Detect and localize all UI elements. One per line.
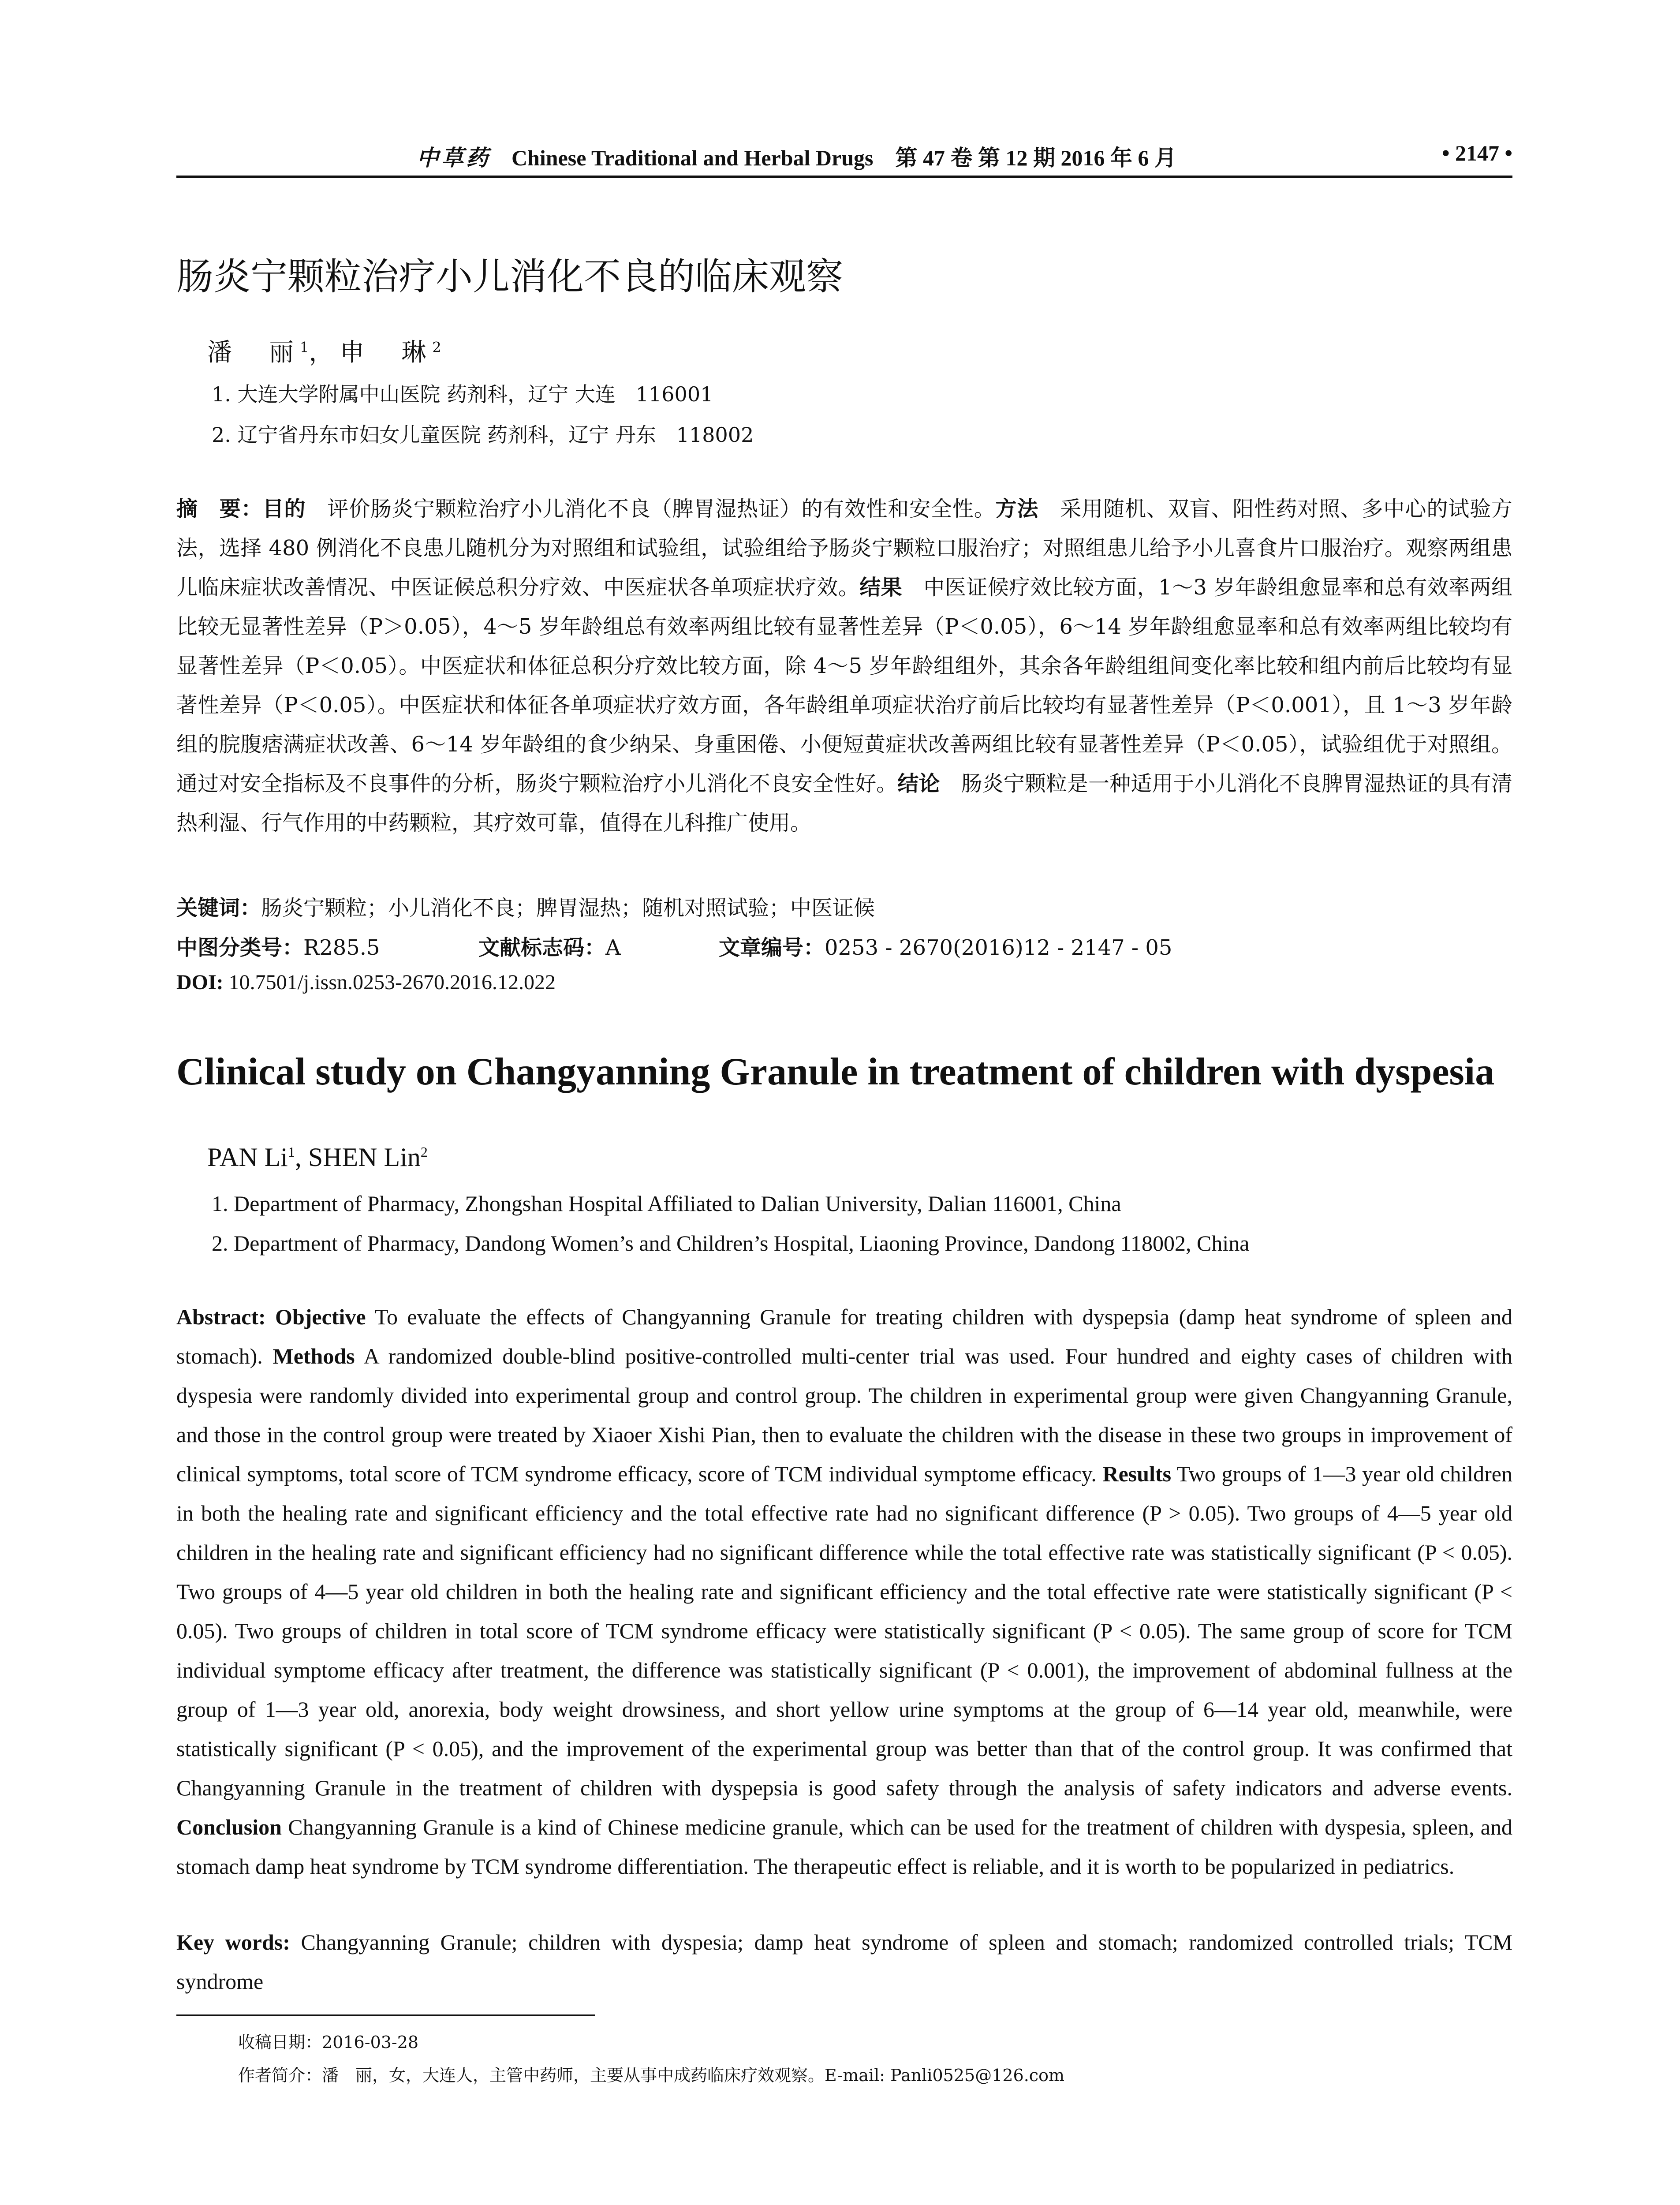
- cn-author-2-sup: 2: [432, 339, 441, 356]
- cn-conclusion: 肠炎宁颗粒是一种适用于小儿消化不良脾胃湿热证的具有清热利湿、行气作用的中药颗粒，其疗效可靠，值得在儿科推广使用。: [176, 771, 1512, 835]
- header-rule: [176, 176, 1512, 178]
- article-no-label: 文章编号：: [719, 935, 825, 960]
- author-info-text: 潘 丽，女，大连人，主管中药师，主要从事中成药临床疗效观察。E-mail: Panli0525@126.com: [322, 2066, 1064, 2085]
- en-abstract: [176, 1297, 1512, 1886]
- clc-label: 中图分类号：: [176, 935, 304, 960]
- en-results: Two groups of 1—3 year old children in both the healing rate and significant efficiency and the total effective rate had no significant difference (P > 0.05). Two groups of 4—5 year old children in the healing rate and significant efficiency had no significant difference while the total effective rate was statistically significant (P < 0.05). Two groups of 4—5 year old children in both the healing rate and significant efficiency and the total effective rate were statistically significant (P < 0.05). Two groups of children in total score of TCM syndrome efficacy were statistically significant (P < 0.05). The same group of score for TCM individual symptome efficacy after treatment, the difference was statistically significant (P < 0.001), the improvement of abdominal fullness at the group of 1—3 year old, anorexia, body weight drowsiness, and short yellow urine symptoms at the group of 6—14 year old, meanwhile, were statistically significant (P < 0.05), and the improvement of the experimental group was better than that of the control group. It was confirmed that Changyanning Granule in the treatment of children with dyspepsia is good safety through the analysis of safety indicators and adverse events.: [176, 1461, 1512, 1800]
- en-author-1-sup: 1: [287, 1144, 295, 1160]
- cn-affiliation-2: 2. 辽宁省丹东市妇女儿童医院 药剂科，辽宁 丹东 118002: [212, 423, 754, 447]
- journal-logo: 中草药: [417, 146, 491, 170]
- cn-author-1-sup: 1: [300, 339, 309, 356]
- cn-conclusion-label: 结论: [897, 771, 940, 796]
- cn-article-no: [719, 931, 1172, 961]
- cn-abstract: [176, 490, 1512, 843]
- doc-code-value: A: [605, 935, 621, 960]
- en-abstract-label: Abstract: Objective: [176, 1304, 366, 1329]
- cn-keywords-text: 肠炎宁颗粒；小儿消化不良；脾胃湿热；随机对照试验；中医证候: [261, 896, 875, 920]
- en-affiliation-1: 1. Department of Pharmacy, Zhongshan Hospital Affiliated to Dalian University, Dalian 116001, China: [212, 1191, 1121, 1216]
- footnote-received: [238, 2029, 418, 2053]
- cn-affiliation-1: 1. 大连大学附属中山医院 药剂科，辽宁 大连 116001: [212, 382, 713, 406]
- en-conclusion: Changyanning Granule is a kind of Chinese medicine granule, which can be used for the treatment of children with dyspesia, spleen, and stomach damp heat syndrome by TCM syndrome differentiation. The therapeutic effect is reliable, and it is worth to be popularized in pediatrics.: [176, 1815, 1512, 1879]
- cn-keywords: [176, 891, 875, 921]
- doi-value: 10.7501/j.issn.0253-2670.2016.12.022: [228, 971, 556, 994]
- en-conclusion-label: Conclusion: [176, 1815, 282, 1839]
- footnote-rule: [176, 2014, 595, 2016]
- en-methods: A randomized double-blind positive-controlled multi-center trial was used. Four hundred and eighty cases of children with dyspesia were randomly divided into experimental group and control group. The children in experimental group were given Changyanning Granule, and those in the control group were treated by Xiaoer Xishi Pian, then to evaluate the children with the disease in these two groups in improvement of clinical symptoms, total score of TCM syndrome efficacy, score of TCM individual symptome efficacy.: [176, 1344, 1512, 1486]
- en-keywords: [176, 1923, 1512, 2001]
- cn-author-sep: ，: [309, 338, 340, 367]
- cn-methods-label: 方法: [995, 497, 1039, 521]
- en-methods-label: Methods: [273, 1344, 355, 1368]
- page-number: • 2147 •: [1441, 141, 1512, 165]
- cn-doi: [176, 970, 556, 994]
- cn-results-label: 结果: [859, 575, 903, 600]
- doi-label: DOI:: [176, 971, 224, 994]
- en-author-1: PAN Li: [207, 1143, 288, 1172]
- clc-value: R285.5: [303, 935, 380, 960]
- doc-code-label: 文献标志码：: [478, 935, 606, 960]
- journal-line: Chinese Traditional and Herbal Drugs 第 47 卷 第 12 期 2016 年 6 月: [511, 146, 1176, 170]
- cn-authors: [207, 333, 441, 368]
- footnote-author-info: [238, 2062, 1064, 2086]
- cn-objective-label: 目的: [262, 497, 306, 521]
- en-objective: To evaluate the effects of Changyanning Granule for treating children with dyspepsia (damp heat syndrome of spleen and stomach).: [176, 1304, 1512, 1368]
- cn-author-1: 潘 丽: [207, 338, 300, 367]
- en-author-2: SHEN Lin: [308, 1143, 421, 1172]
- en-results-label: Results: [1102, 1461, 1172, 1486]
- cn-keywords-label: 关键词：: [176, 896, 261, 920]
- running-header: [176, 140, 1512, 176]
- cn-methods: 采用随机、双盲、阳性药对照、多中心的试验方法，选择 480 例消化不良患儿随机分为对照组和试验组，试验组给予肠炎宁颗粒口服治疗；对照组患儿给予小儿喜食片口服治疗。观察两组患儿临床症状改善情况、中医证候总积分疗效、中医症状各单项症状疗效。: [176, 497, 1512, 600]
- author-info-label: 作者简介：: [238, 2066, 322, 2085]
- received-date: 2016-03-28: [322, 2033, 419, 2052]
- cn-objective: 评价肠炎宁颗粒治疗小儿消化不良（脾胃湿热证）的有效性和安全性。: [306, 497, 996, 521]
- cn-results: 中医证候疗效比较方面，1～3 岁年龄组愈显率和总有效率两组比较无显著性差异（P＞0.05），4～5 岁年龄组总有效率两组比较有显著性差异（P＜0.05），6～14 岁年龄组愈显率和总有效率两组比较均有显著性差异（P＜0.05）。中医症状和体征总积分疗效比较方面，除 4～5 岁年龄组组外，其余各年龄组组间变化率比较和组内前后比较均有显著性差异（P＜0.05）。中医症状和体征各单项症状疗效方面，各年龄组单项症状治疗前后比较均有显著性差异（P＜0.001），且 1～3 岁年龄组的脘腹痞满症状改善、6～14 岁年龄组的食少纳呆、身重困倦、小便短黄症状改善两组比较有显著性差异（P＜0.05），试验组优于对照组。通过对安全指标及不良事件的分析，肠炎宁颗粒治疗小儿消化不良安全性好。: [176, 575, 1512, 796]
- en-keywords-label: Key words:: [176, 1930, 290, 1955]
- cn-author-2: 申 琳: [340, 338, 433, 367]
- en-author-2-sup: 2: [420, 1144, 428, 1160]
- article-no-value: 0253 - 2670(2016)12 - 2147 - 05: [825, 935, 1172, 960]
- en-keywords-text: Changyanning Granule; children with dyspesia; damp heat syndrome of spleen and stomach; randomized controlled trials; TCM syndrome: [176, 1930, 1512, 1994]
- received-label: 收稿日期：: [238, 2033, 322, 2052]
- cn-abstract-label: 摘 要：: [176, 497, 263, 521]
- en-affiliation-2: 2. Department of Pharmacy, Dandong Women’s and Children’s Hospital, Liaoning Province, Dandong 118002, China: [212, 1231, 1250, 1256]
- cn-classification: [176, 931, 380, 961]
- en-title: Clinical study on Changyanning Granule in treatment of children with dyspesia: [176, 1050, 1495, 1093]
- cn-doc-code: [478, 931, 621, 961]
- en-authors: [207, 1142, 428, 1173]
- cn-title: 肠炎宁颗粒治疗小儿消化不良的临床观察: [176, 255, 844, 298]
- en-author-sep: ,: [295, 1143, 308, 1172]
